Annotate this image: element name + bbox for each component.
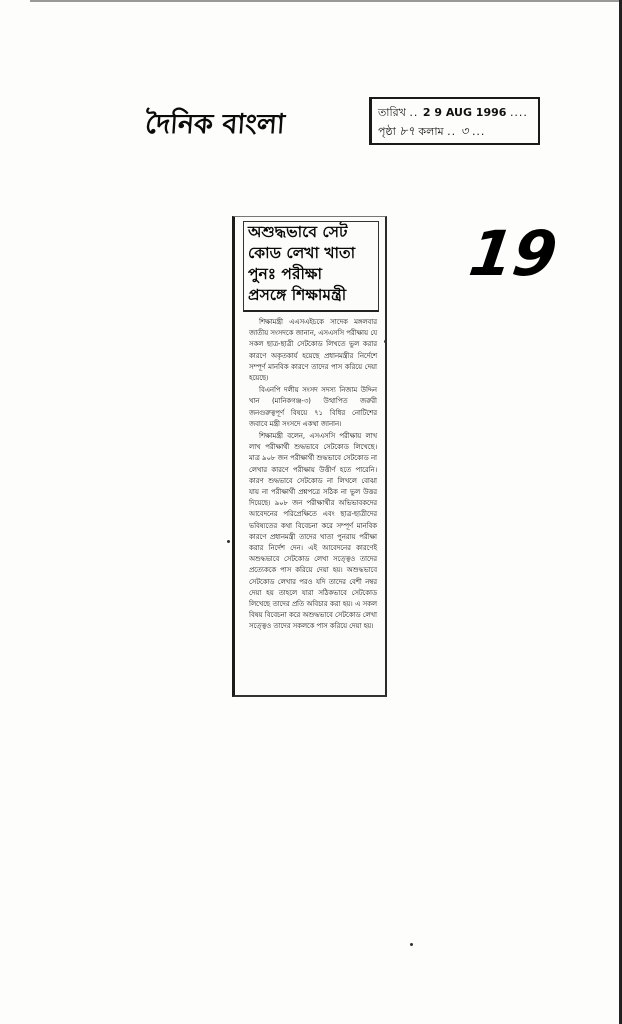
page-top-edge [30, 0, 622, 2]
scan-speck [410, 943, 413, 946]
scan-speck [227, 540, 230, 543]
article-paragraph: শিক্ষামন্ত্রী বলেন, এসএসসি পরীক্ষায় লাখ লাখ পরীক্ষার্থী শুদ্ধভাবে সেটকোড লিখেছে। মাত্র ৯০৮ জন পরীক্ষার্থী শুদ্ধভাবে সেটকোড না লেখার কারণে পরীক্ষায় উত্তীর্ণ হতে পারেনি। কারণ শুদ্ধভাবে সেটকোড না লিখলে বোঝা যায় না পরীক্ষার্থী প্রশ্নপত্রে সঠিক না ভুল উত্তর দিয়েছে। ৯০৮ জন পরীক্ষার্থীর অভিভাবকদের আবেদনের পরিপ্রেক্ষিতে এবং ছাত্র-ছাত্রীদের ভবিষ্যতের কথা বিবেচনা করে সম্পূর্ণ মানবিক কারণে প্রধানমন্ত্রী তাদের খাতা পুনরায় পরীক্ষা করার নির্দেশ দেন। এই আবেদনের কারণেই অশুদ্ধভাবে সেটকোড লেখা সত্ত্বেও তাদের প্রত্যেককে পাস করিয়ে দেয়া হয়। অশুদ্ধভাবে সেটকোড লেখার পরও যদি তাদের বেশী নম্বর দেয়া হয় তাহলে যারা সঠিকভাবে সেটকোড লিখেছে তাদের প্রতি অবিচার করা হয়। এ সকল বিষয় বিবেচনা করে অশুদ্ধভাবে সেটকোড লেখা সত্ত্বেও তাদের সকলকে পাস করিয়ে দেয়া হয়। [249, 432, 377, 631]
stamp-date-label: তারিখ [378, 106, 406, 119]
headline-box [243, 221, 379, 312]
article-headline [248, 222, 376, 306]
article-paragraph: শিক্ষামন্ত্রী এএসএইচকে সাদেক মঙ্গলবার জাতীয় সংসদকে জানান, এসএসসি পরীক্ষায় যে সকল ছাত্র-ছাত্রী সেটকোড লিখতে ভুল করার কারণে অকৃতকার্য হয়েছে প্রধানমন্ত্রীর নির্দেশে সম্পূর্ণ মানবিক কারণে তাদের পাস করিয়ে দেয়া হয়েছে। [249, 318, 377, 383]
stamp-page-value: ৮৭ [399, 124, 415, 138]
scan-speck [384, 340, 387, 343]
newspaper-masthead: দৈনিক বাংলা [144, 109, 286, 140]
article-body [249, 317, 377, 634]
stamp-page-row: পৃষ্ঠা ৮৭ কলাম .. ৩ ... [378, 124, 486, 138]
article-paragraph: বিএনপি দলীয় সংসদ সদস্য নিজাম উদ্দিন খান (মানিকগঞ্জ-৩) উত্থাপিত জরুরী জনগুরুত্বপূর্ণ বিষয়ে ৭১ বিধির নোটিশের জবাবে মন্ত্রী সংসদে একথা জানান। [249, 386, 377, 428]
newspaper-clipping [232, 216, 387, 697]
headline-line: কোড লেখা খাতা [248, 244, 356, 262]
stamp-column-value: ৩ [460, 124, 469, 138]
stamp-date-row: তারিখ .. 2 9 AUG 1996 .... [378, 106, 528, 119]
stamp-page-label: পৃষ্ঠা [378, 125, 396, 138]
clipping-date-stamp [369, 97, 540, 145]
headline-line: প্রসঙ্গে শিক্ষামন্ত্রী [248, 286, 347, 304]
stamp-date-value: 2 9 AUG 1996 [422, 106, 507, 119]
headline-line: অশুদ্ধভাবে সেট [248, 223, 348, 241]
stamp-column-label: কলাম [418, 125, 444, 138]
headline-line: পুনঃ পরীক্ষা [248, 265, 322, 283]
handwritten-page-number: 19 [464, 217, 562, 290]
